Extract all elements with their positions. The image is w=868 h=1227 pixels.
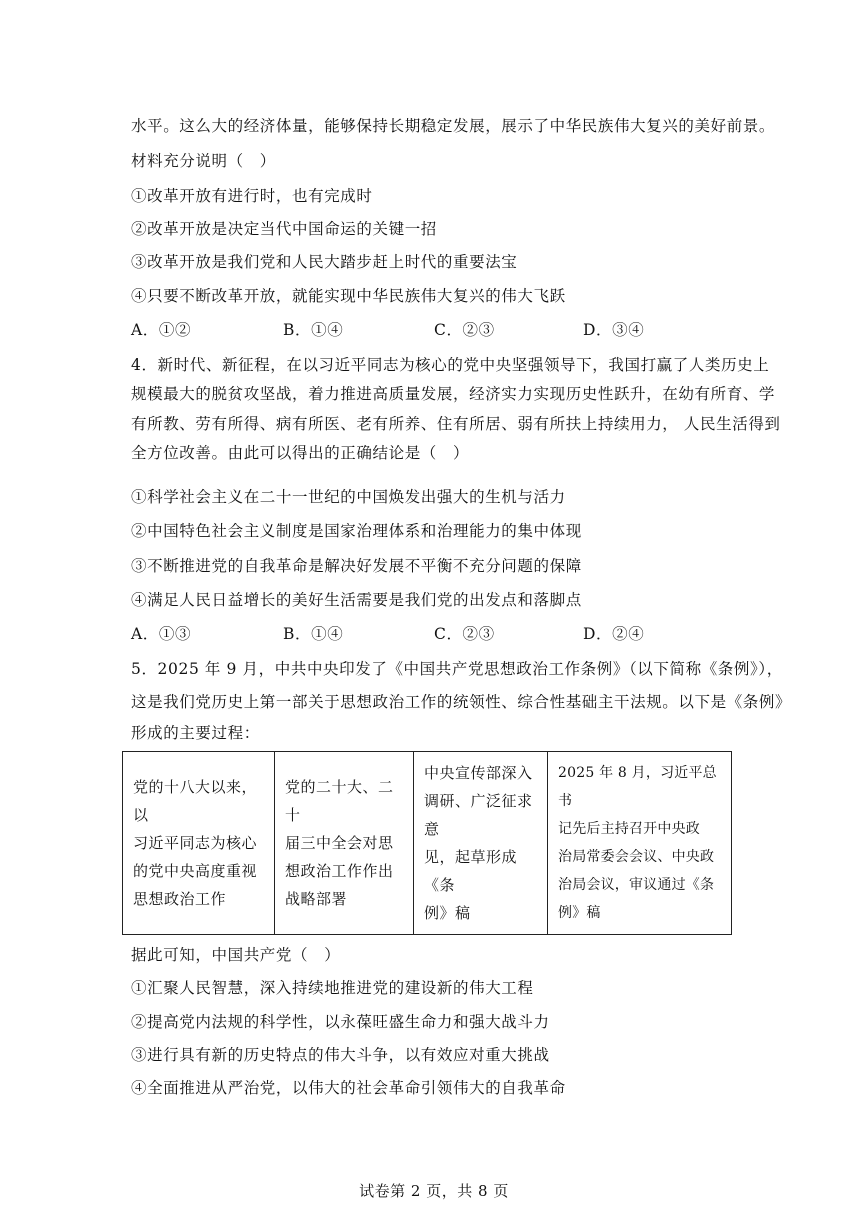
q4-option-a: A．①③ [131,625,192,643]
q4-statement-4: ④满足人民日益增长的美好生活需要是我们党的出发点和落脚点 [131,591,582,609]
cell-line: 党的二十大、二十 [285,778,394,824]
cell-line: 治局常委会会议、中央政 [558,849,715,865]
q5-prompt: 据此可知，中国共产党（ ） [131,946,341,964]
process-step-3 [414,752,548,935]
q5-stem-line-1: 5．2025 年 9 月，中共中央印发了《中国共产党思想政治工作条例》（以下简称《条例》）， [131,660,783,678]
table-row [123,752,732,935]
q4-stem-line-3: 有所教、劳有所得、病有所医、老有所养、住有所居、弱有所扶上持续用力， 人民生活得到 [131,415,781,433]
q4-option-d: D．②④ [583,625,645,643]
cell-line: 见，起草形成《条 [424,848,518,894]
q3-statement-4: ④只要不断改革开放，就能实现中华民族伟大复兴的伟大飞跃 [131,287,566,305]
page-footer: 试卷第 2 页，共 8 页 [359,1182,509,1200]
cell-line: 届三中全会对思 [285,834,394,852]
q4-statement-2: ②中国特色社会主义制度是国家治理体系和治理能力的集中体现 [131,522,582,540]
cell-line: 党的十八大以来，以 [133,778,258,824]
q3-statement-3: ③改革开放是我们党和人民大踏步赶上时代的重要法宝 [131,253,518,271]
q5-stem-line-3: 形成的主要过程： [131,724,260,742]
q3-option-d: D．③④ [583,321,645,339]
q3-continuation: 水平。这么大的经济体量，能够保持长期稳定发展，展示了中华民族伟大复兴的美好前景。 [131,117,776,135]
process-step-1 [123,752,275,935]
q3-statement-1: ①改革开放有进行时，也有完成时 [131,187,373,205]
q3-prompt: 材料充分说明（ ） [131,152,276,170]
q4-option-b: B．①④ [283,625,344,643]
q5-statement-4: ④全面推进从严治党，以伟大的社会革命引领伟大的自我革命 [131,1079,566,1097]
cell-line: 的党中央高度重视 [133,862,258,880]
q5-stem-line-2: 这是我们党历史上第一部关于思想政治工作的统领性、综合性基础主干法规。以下是《条例》 [131,693,792,711]
q4-stem-line-2: 规模最大的脱贫攻坚战，着力推进高质量发展，经济实力实现历史性跃升，在幼有所育、学 [131,385,776,403]
q4-stem-line-4: 全方位改善。由此可以得出的正确结论是（ ） [131,444,470,462]
cell-line: 调研、广泛征求意 [424,792,533,838]
cell-line: 想政治工作作出 [285,862,394,880]
q3-option-a: A．①② [131,321,192,339]
q5-process-table [122,751,732,935]
q5-statement-2: ②提高党内法规的科学性，以永葆旺盛生命力和强大战斗力 [131,1013,550,1031]
cell-line: 例》稿 [558,905,601,921]
q4-statement-3: ③不断推进党的自我革命是解决好发展不平衡不充分问题的保障 [131,557,582,575]
cell-line: 中央宣传部深入 [424,764,533,782]
q3-statement-2: ②改革开放是决定当代中国命运的关键一招 [131,220,437,238]
q4-options [131,624,691,644]
cell-line: 例》稿 [424,904,471,922]
q4-option-c: C．②③ [434,625,495,643]
q3-option-b: B．①④ [283,321,344,339]
process-step-2 [275,752,414,935]
cell-line: 记先后主持召开中央政 [558,821,700,837]
q3-option-c: C．②③ [434,321,495,339]
q3-options [131,320,691,340]
cell-line: 思想政治工作 [133,890,227,908]
q4-stem-line-1: 4．新时代、新征程，在以习近平同志为核心的党中央坚强领导下，我国打赢了人类历史上 [131,356,770,374]
q5-statement-1: ①汇聚人民智慧，深入持续地推进党的建设新的伟大工程 [131,979,534,997]
cell-line: 2025 年 8 月，习近平总书 [558,765,717,809]
cell-line: 习近平同志为核心 [133,834,258,852]
q4-statement-1: ①科学社会主义在二十一世纪的中国焕发出强大的生机与活力 [131,488,566,506]
q5-statement-3: ③进行具有新的历史特点的伟大斗争，以有效应对重大挑战 [131,1046,550,1064]
cell-line: 战略部署 [285,890,348,908]
cell-line: 治局会议，审议通过《条 [558,877,715,893]
process-step-4 [548,752,732,935]
